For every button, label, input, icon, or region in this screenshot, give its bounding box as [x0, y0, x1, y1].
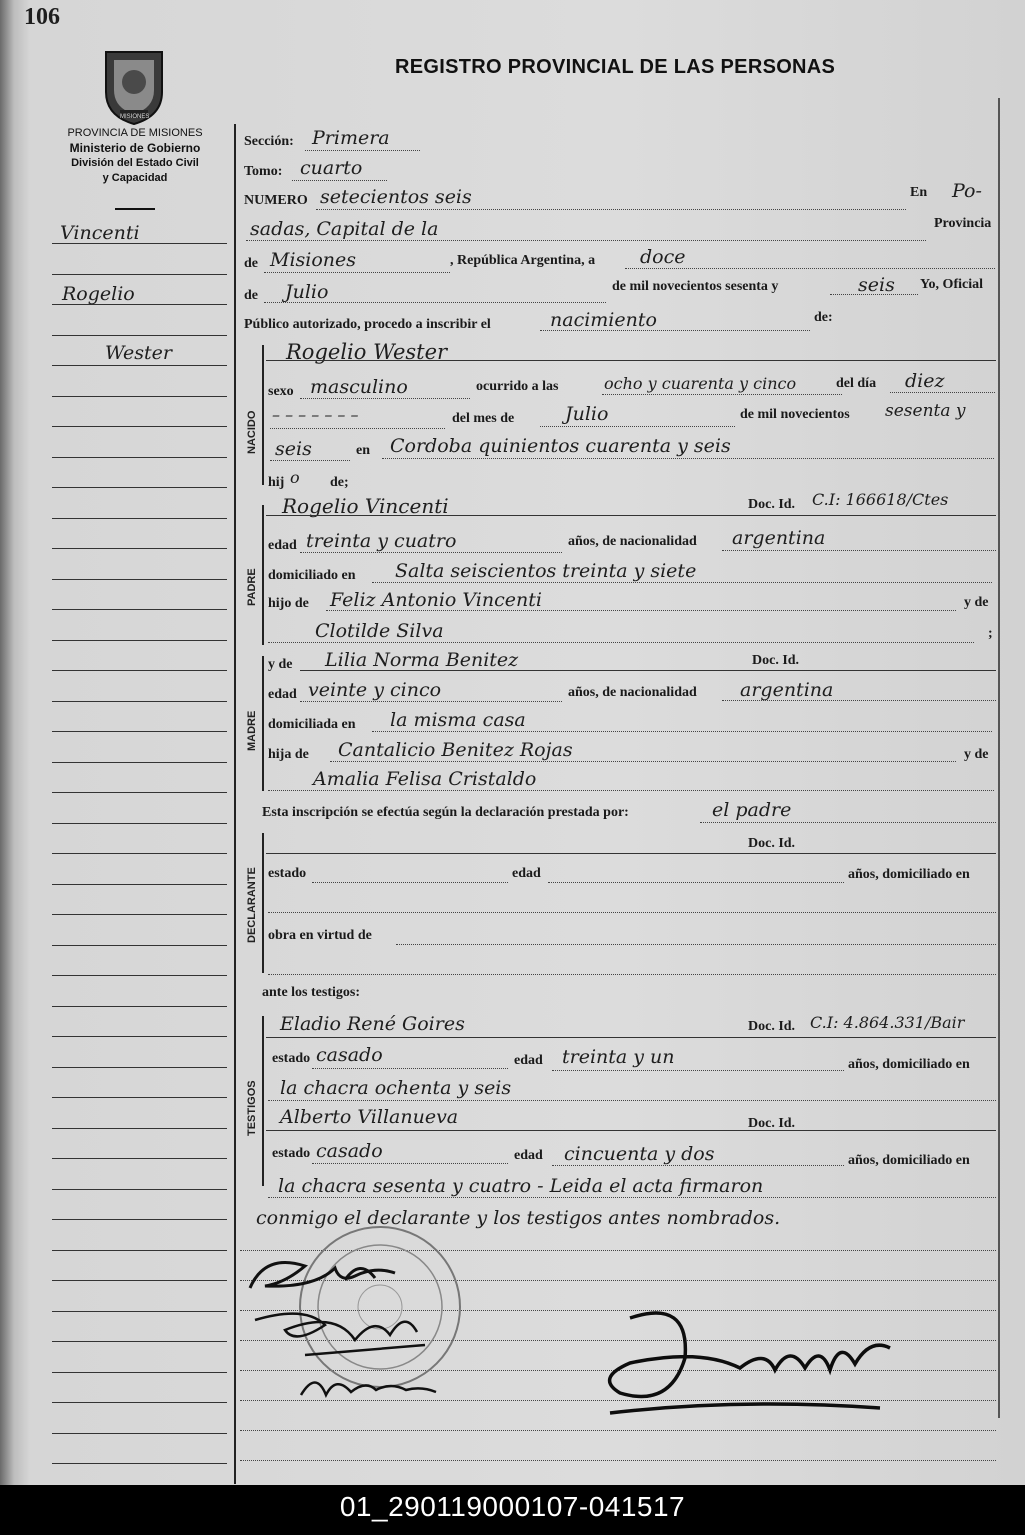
label-numero: NUMERO [244, 193, 308, 208]
label-madre-nac: años, de nacionalidad [568, 685, 697, 700]
line-padre-edad [300, 552, 562, 553]
label-del-dia: del día [836, 376, 877, 391]
margin-rule [52, 518, 227, 519]
line-anio-nac [270, 460, 350, 461]
seal-text: MISIONES [120, 114, 150, 120]
label-sexo: sexo [268, 384, 294, 399]
line-dia-cont [270, 428, 445, 429]
line-padre-nombre [266, 515, 996, 516]
label-de-mil-nac: de mil novecientos [740, 407, 850, 422]
margin-rule [52, 1128, 227, 1129]
field-anio: seis [858, 274, 895, 296]
label-declarante-edad: edad [512, 866, 541, 881]
madre-nacionalidad: argentina [740, 679, 834, 701]
label-padre-dom: domiciliado en [268, 568, 356, 583]
testigo1-edad: treinta y un [562, 1046, 675, 1068]
label-publico: Público autorizado, procedo a inscribir el [244, 317, 491, 332]
nacido-lugar: Cordoba quinientos cuarenta y seis [390, 435, 731, 457]
line-padre-nac [722, 550, 996, 551]
padre-doc: C.I: 166618/Ctes [812, 490, 949, 509]
authority-capacity: y Capacidad [102, 172, 168, 184]
line-declarante [700, 822, 996, 823]
field-en-a: Po- [952, 180, 982, 202]
label-de-colon: de: [814, 310, 833, 325]
margin-rule [52, 365, 227, 366]
line-anio [830, 294, 918, 295]
label-ante: ante los testigos: [262, 985, 360, 1000]
nacido-nombre: Rogelio Wester [286, 340, 448, 364]
label-testigo1-doc: Doc. Id. [748, 1019, 796, 1034]
margin-rule [52, 396, 227, 397]
form-rule [240, 1460, 996, 1461]
label-tomo: Tomo: [244, 164, 283, 179]
line-sexo [300, 398, 470, 399]
madre-domicilio: la misma casa [390, 709, 526, 731]
field-dia: doce [640, 246, 686, 268]
padre-bracket [262, 505, 264, 645]
label-testigo2-estado: estado [272, 1146, 311, 1161]
label-de-mes: de [244, 288, 258, 303]
declarante-bracket [262, 833, 264, 973]
testigo2-estado: casado [316, 1140, 383, 1162]
line-testigo2-edad [552, 1165, 844, 1166]
line-obra [396, 944, 996, 945]
line-madre-edad [300, 701, 562, 702]
label-madre-y-de: y de [268, 657, 293, 672]
nacido-anio: sesenta y [885, 401, 966, 421]
line-en [246, 240, 926, 241]
nacido-dia-cont: – – – – – – – [272, 405, 359, 424]
label-madre-edad: edad [268, 687, 297, 702]
label-hij: hij [268, 475, 285, 490]
line-testigo2-nombre [266, 1130, 996, 1131]
margin-note-surname: Vincenti [60, 222, 140, 244]
line-acto [540, 330, 810, 331]
label-declarante-estado: estado [268, 866, 307, 881]
label-testigo2-doc: Doc. Id. [748, 1116, 796, 1131]
margin-rule [52, 1463, 227, 1464]
label-testigo1-estado: estado [272, 1051, 311, 1066]
line-testigo1-dom [268, 1100, 996, 1101]
margin-rule [52, 548, 227, 549]
column-divider [234, 124, 236, 1484]
padre-edad: treinta y cuatro [306, 530, 457, 552]
nacido-bracket [262, 345, 264, 485]
margin-rule [52, 609, 227, 610]
line-madre-dom [372, 731, 992, 732]
label-madre-hija-de: hija de [268, 747, 309, 762]
margin-rule [52, 914, 227, 915]
margin-rule [52, 1189, 227, 1190]
line-declarante-estado [312, 882, 508, 883]
side-label-padre: PADRE [246, 568, 258, 606]
padre-nombre: Rogelio Vincenti [282, 494, 449, 518]
testigo1-estado: casado [316, 1044, 383, 1066]
line-declarante-doc [266, 853, 996, 854]
declarante-nombre: el padre [712, 799, 792, 821]
label-declarante-doc: Doc. Id. [748, 836, 796, 851]
authority-province: PROVINCIA DE MISIONES [67, 127, 203, 139]
scan-identifier: 01_290119000107-041517 [0, 1485, 1025, 1535]
line-madre-padre [330, 761, 956, 762]
line-lugar [382, 458, 994, 459]
label-esta-inscripcion: Esta inscripción se efectúa según la declaración prestada por: [262, 805, 629, 820]
label-en-lugar: en [356, 443, 370, 458]
label-del-mes: del mes de [452, 411, 515, 426]
testigos-bracket [262, 1016, 264, 1186]
line-padre-padre [326, 610, 956, 611]
label-ocurrido: ocurrido a las [476, 379, 559, 394]
padre-madre: Clotilde Silva [315, 620, 444, 642]
nacido-dia: diez [905, 370, 945, 392]
line-mes-nac [540, 426, 735, 427]
line-hora [602, 394, 842, 395]
testigo1-domicilio: la chacra ochenta y seis [280, 1077, 512, 1099]
margin-rule [52, 335, 227, 336]
side-label-madre: MADRE [246, 710, 258, 751]
side-label-testigos: TESTIGOS [246, 1080, 258, 1136]
margin-rule [52, 884, 227, 885]
madre-madre: Amalia Felisa Cristaldo [313, 768, 537, 790]
margin-rule [52, 823, 227, 824]
field-numero: setecientos seis [320, 186, 472, 208]
label-de-provincia: de [244, 256, 258, 271]
madre-nombre: Lilia Norma Benitez [325, 649, 519, 671]
line-mes [264, 302, 606, 303]
label-hij-de: de; [330, 475, 349, 490]
right-border [998, 98, 1000, 1418]
testigo1-doc: C.I: 4.864.331/Bair [810, 1013, 965, 1032]
label-padre-hijo-de: hijo de [268, 596, 309, 611]
margin-rule [52, 1311, 227, 1312]
field-en-b: sadas, Capital de la [250, 218, 439, 240]
margin-rule [52, 1158, 227, 1159]
signature-oficial [590, 1298, 910, 1428]
signature-testigo2 [296, 1360, 446, 1405]
madre-padre: Cantalicio Benitez Rojas [338, 739, 573, 761]
margin-rule [52, 1097, 227, 1098]
margin-rule [52, 945, 227, 946]
margin-rule [52, 1280, 227, 1281]
line-testigo2-estado [312, 1163, 508, 1164]
margin-rule [52, 975, 227, 976]
line-madre-nac [722, 700, 996, 701]
line-tomo [292, 180, 387, 181]
margin-rule [52, 853, 227, 854]
label-de-mil: de mil novecientos sesenta y [612, 279, 779, 294]
line-padre-madre [268, 642, 974, 643]
label-testigo1-dom: años, domiciliado en [848, 1057, 970, 1072]
authority-ministry: Ministerio de Gobierno [69, 141, 201, 155]
label-semicolon: ; [988, 626, 993, 641]
province-seal [98, 44, 170, 126]
label-testigo1-edad: edad [514, 1053, 543, 1068]
margin-rule [52, 1402, 227, 1403]
margin-rule [52, 640, 227, 641]
form-rule [240, 1430, 996, 1431]
margin-rule [52, 579, 227, 580]
nacido-anio-cont: seis [275, 438, 312, 460]
margin-rule [52, 457, 227, 458]
label-padre-y-de: y de [964, 595, 989, 610]
madre-edad: veinte y cinco [308, 679, 442, 701]
field-provincia: Misiones [270, 249, 357, 271]
label-seccion: Sección: [244, 134, 294, 149]
label-declarante-dom: años, domiciliado en [848, 867, 970, 882]
margin-rule [52, 1006, 227, 1007]
side-label-declarante: DECLARANTE [246, 867, 258, 943]
label-padre-nac: años, de nacionalidad [568, 534, 697, 549]
field-seccion: Primera [312, 127, 390, 149]
line-madre-madre [268, 790, 994, 791]
line-provincia [264, 272, 450, 273]
margin-rule [52, 1341, 227, 1342]
label-padre-edad: edad [268, 538, 297, 553]
cierre-text: conmigo el declarante y los testigos antes nombrados. [256, 1207, 781, 1229]
line-numero [316, 209, 906, 210]
margin-rule [52, 701, 227, 702]
margin-rule [52, 1036, 227, 1037]
margin-rule [52, 670, 227, 671]
authority-division: División del Estado Civil [71, 157, 199, 169]
line-testigo2-dom [268, 1197, 996, 1198]
margin-note-given-name: Rogelio [62, 283, 135, 305]
line-dia [625, 268, 995, 269]
nacido-mes: Julio [565, 403, 609, 425]
margin-rule [52, 1219, 227, 1220]
testigo1-nombre: Eladio René Goires [280, 1013, 465, 1035]
line-dia-nac [890, 392, 995, 393]
nacido-hora: ocho y cuarenta y cinco [604, 374, 797, 393]
line-declarante-dom [268, 912, 996, 913]
signature-declarante [245, 1248, 425, 1298]
margin-rule [52, 1250, 227, 1251]
testigo2-domicilio: la chacra sesenta y cuatro - Leida el acta firmaron [278, 1175, 764, 1197]
madre-bracket [262, 656, 264, 791]
side-label-nacido: NACIDO [246, 410, 258, 454]
line-seccion [305, 150, 420, 151]
testigo2-nombre: Alberto Villanueva [280, 1106, 459, 1128]
line-nacido-nombre [266, 360, 996, 361]
margin-rule [52, 792, 227, 793]
margin-rule [52, 1372, 227, 1373]
line-testigo1-edad [552, 1070, 844, 1071]
line-testigo1-nombre [266, 1037, 996, 1038]
margin-rule [52, 426, 227, 427]
field-tomo: cuarto [300, 157, 363, 179]
margin-rule [52, 762, 227, 763]
margin-rule [52, 487, 227, 488]
padre-nacionalidad: argentina [732, 527, 826, 549]
field-mes: Julio [285, 281, 329, 303]
margin-rule [52, 274, 227, 275]
padre-domicilio: Salta seiscientos treinta y siete [395, 560, 697, 582]
field-acto: nacimiento [550, 309, 657, 331]
margin-rule [52, 1067, 227, 1068]
label-republica: , República Argentina, a [450, 253, 596, 268]
line-declarante-edad [548, 882, 844, 883]
padre-padre: Feliz Antonio Vincenti [330, 589, 542, 611]
label-madre-doc: Doc. Id. [752, 653, 800, 668]
line-padre-dom [372, 582, 992, 583]
nacido-sexo: masculino [310, 376, 408, 398]
margin-rule [52, 731, 227, 732]
label-madre-dom: domiciliada en [268, 717, 356, 732]
label-en: En [910, 185, 928, 200]
authority-block [40, 126, 230, 186]
nacido-hijo-suffix: o [290, 468, 300, 487]
authority-divider [115, 208, 155, 210]
label-obra: obra en virtud de [268, 928, 372, 943]
label-testigo2-edad: edad [514, 1148, 543, 1163]
label-provincia: Provincia [934, 216, 992, 231]
line-obra-2 [268, 974, 996, 975]
line-testigo1-estado [312, 1068, 508, 1069]
line-madre-nombre [300, 670, 996, 671]
page-title: REGISTRO PROVINCIAL DE LAS PERSONAS [395, 56, 836, 78]
margin-rule [52, 1433, 227, 1434]
testigo2-edad: cincuenta y dos [564, 1143, 715, 1165]
label-yo-oficial: Yo, Oficial [920, 277, 983, 292]
signature-testigo1 [245, 1300, 435, 1360]
page-number: 106 [24, 4, 60, 30]
margin-note-second-name: Wester [105, 342, 172, 364]
label-madre-y-de: y de [964, 747, 989, 762]
label-testigo2-dom: años, domiciliado en [848, 1153, 970, 1168]
label-padre-doc: Doc. Id. [748, 497, 796, 512]
